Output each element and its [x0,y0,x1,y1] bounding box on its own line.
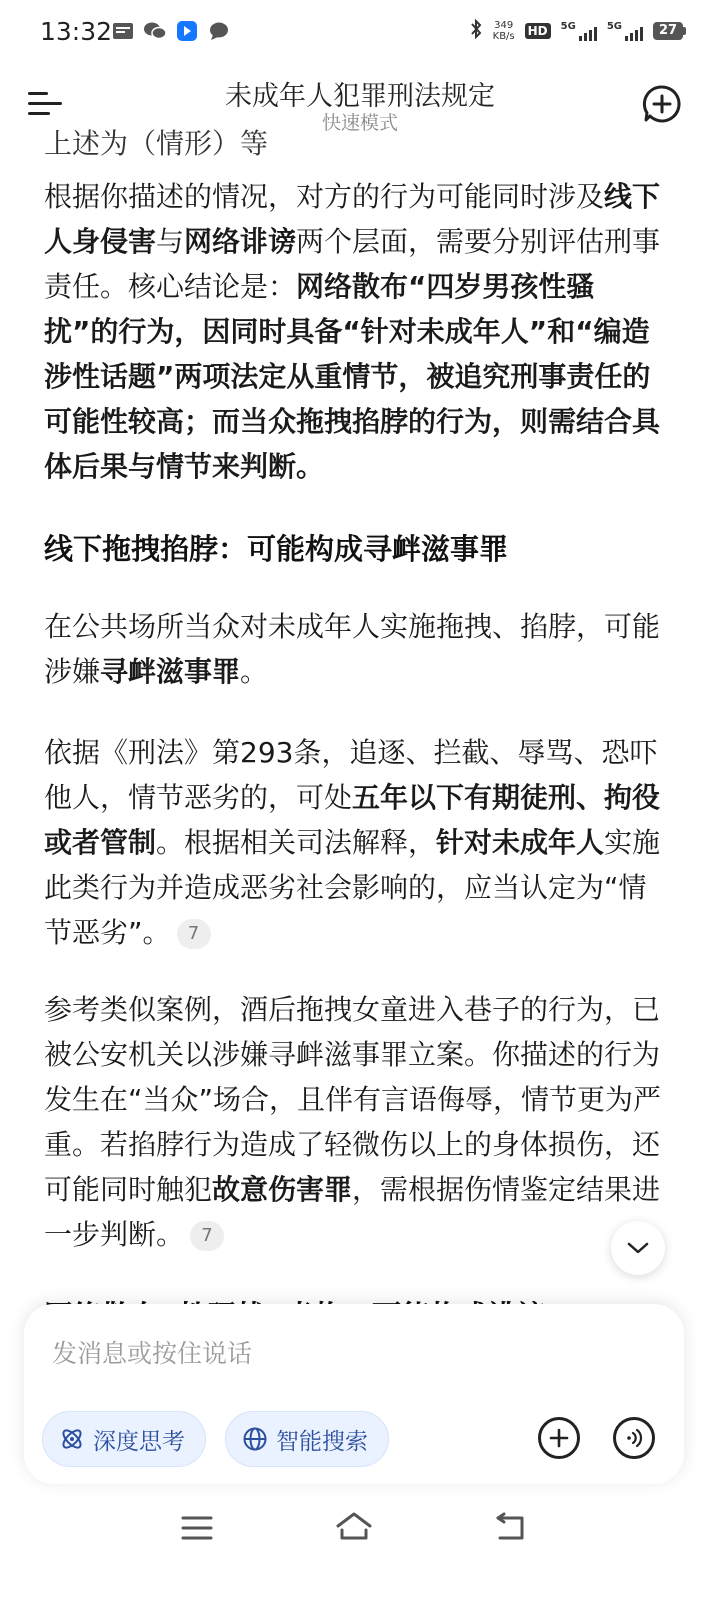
news-app-icon [112,20,134,42]
text-run: 与 [156,225,185,258]
text-run: 两个层面，需要分别评估刑事责任。核心结论是： [44,225,661,303]
text-run: 。 [240,655,269,688]
citation-badge[interactable]: 7 [177,919,211,949]
paragraph-case [44,987,668,1257]
recent-apps-button[interactable] [180,1514,214,1546]
clipped-top-line: 上述为（情形）等 [44,127,269,160]
text-run: 实施此类行为并造成恶劣社会影响的，应当认定为“情节恶劣”。 [44,826,661,949]
mode-label[interactable]: 快速模式 [321,112,398,134]
text-run: 参考类似案例，酒后拖拽女童进入巷子的行为，已被公安机关以涉嫌寻衅滋事罪立案。你描述的行为发生在“当众”场合，且伴有言语侮辱，情节更为严重。若掐脖行为造成了轻微伤以上的身体损伤，还可能同时触犯 [44,993,662,1206]
message-input[interactable]: 发消息或按住说话 [52,1339,253,1368]
bold-text: 线下人身侵害 [44,180,661,258]
bold-text: 针对未成年人 [436,826,605,859]
page-title: 未成年人犯罪刑法规定 [225,81,495,112]
menu-lines-icon [180,1514,214,1542]
text-run: 在公共场所当众对未成年人实施拖拽、掐脖，可能涉嫌 [44,610,661,688]
citation-badge[interactable]: 7 [190,1221,224,1251]
signal-2-icon [607,21,643,41]
plus-icon [548,1427,570,1449]
bold-text: 寻衅滋事罪 [100,655,241,688]
text-run: 依据《刑法》第293条，追逐、拦截、辱骂、恐吓他人，情节恶劣的，可处 [44,736,658,814]
message-bubble-icon [208,20,230,42]
new-chat-icon [642,84,682,124]
battery-level: 27 [653,22,683,40]
paragraph-law [44,730,668,955]
paragraph-crime [44,604,668,694]
wechat-icon [144,20,166,42]
bold-text: 故意伤害罪 [212,1173,353,1206]
paragraph-case-text [44,993,661,1251]
system-indicators [469,18,686,44]
home-icon [334,1510,374,1542]
chevron-down-icon [626,1241,650,1255]
signal-1-label: 5G [560,21,576,32]
message-composer [24,1304,684,1484]
home-button[interactable] [334,1510,374,1546]
voice-button[interactable] [613,1417,655,1459]
smart-search-label: 智能搜索 [276,1428,368,1455]
network-speed-value: 349 [494,20,514,31]
hd-badge: HD [525,23,551,39]
notification-icons [112,20,230,42]
paragraph-summary [44,174,668,489]
system-nav-bar [0,1500,720,1600]
deep-think-button[interactable] [42,1411,206,1467]
atom-icon [59,1426,85,1452]
back-button[interactable] [494,1512,528,1546]
network-speed [493,20,515,42]
text-run: 。根据相关司法解释， [156,826,437,859]
add-attachment-button[interactable] [538,1417,580,1459]
new-chat-button[interactable] [642,84,682,124]
smart-search-button[interactable] [225,1411,389,1467]
signal-1-icon [561,21,597,41]
scroll-down-button[interactable] [611,1221,665,1275]
bold-text: 网络散布“四岁男孩性骚扰”的行为，因同时具备“针对未成年人”和“编造涉性话题”两项法定从重情节，被追究刑事责任的可能性较高；而当众拖拽掐脖的行为，则需结合具体后果与情节来判断。 [44,270,661,483]
back-arrow-icon [494,1512,528,1542]
deep-think-label: 深度思考 [93,1428,185,1455]
network-speed-unit: KB/s [492,31,515,42]
text-run: 根据你描述的情况，对方的行为可能同时涉及 [44,180,605,213]
bluetooth-icon [469,18,483,44]
text-run: ，需根据伤情鉴定结果进一步判断。 [44,1173,661,1251]
battery-icon [653,22,686,40]
paragraph-law-text [44,736,660,949]
chat-response [44,127,668,1304]
bold-text: 五年以下有期徒刑、拘役或者管制 [44,781,661,859]
section-heading: 线下拖拽掐脖：可能构成寻衅滋事罪 [44,532,509,566]
globe-icon [242,1426,268,1452]
bold-text: 网络诽谤 [184,225,297,258]
status-time: 13:32 [40,17,113,46]
blue-app-icon [176,20,198,42]
status-bar [0,0,720,66]
voice-wave-icon [622,1426,646,1450]
signal-2-label: 5G [606,21,622,32]
